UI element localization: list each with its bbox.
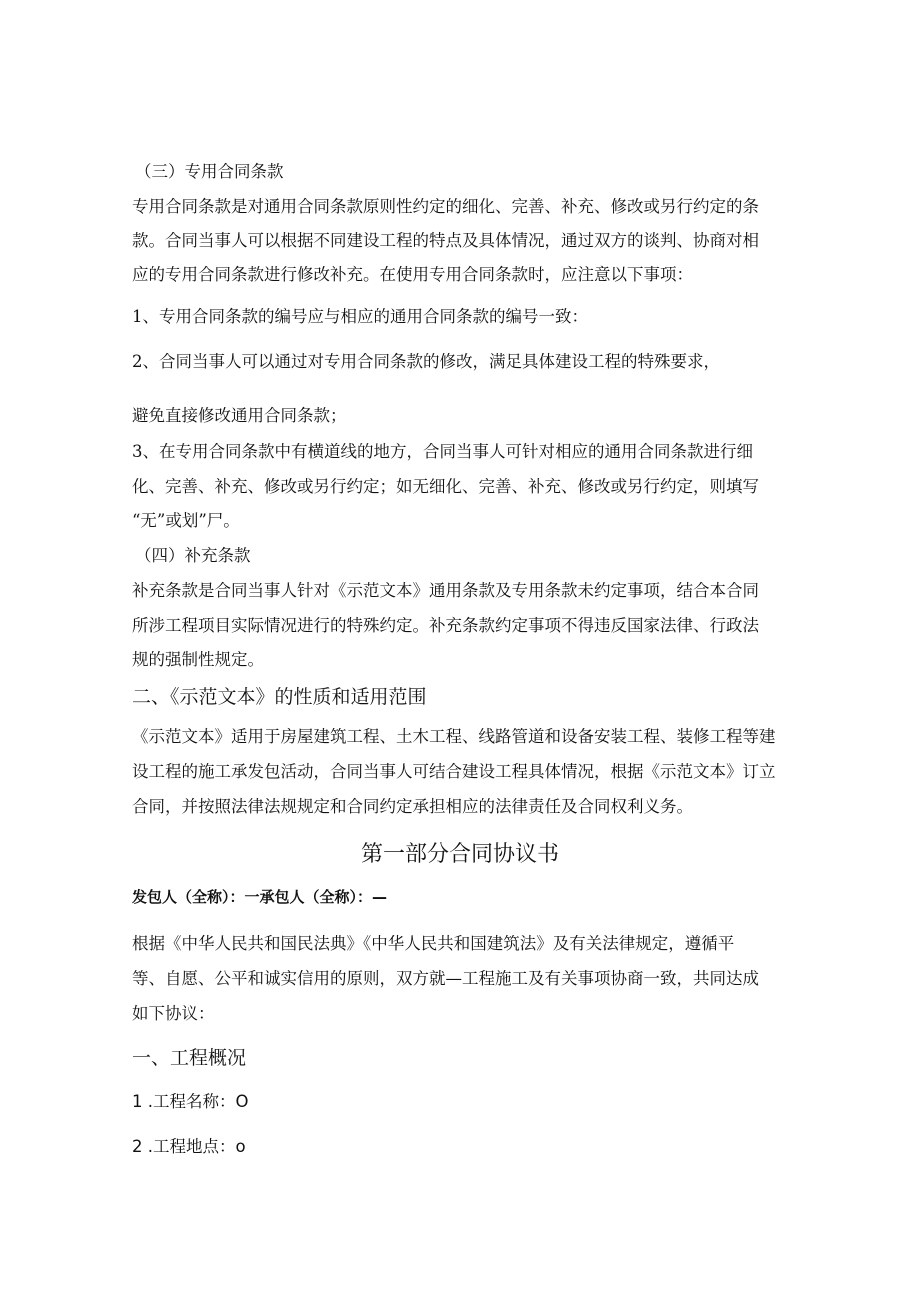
list-item: 1、专用合同条款的编号应与相应的通用合同条款的编号一致： [132, 307, 588, 326]
page-title: 第一部分合同协议书 [360, 842, 559, 867]
paragraph-line: 应的专用合同条款进行修改补充。在使用专用合同条款时，应注意以下事项： [132, 265, 693, 284]
list-item-line: 化、完善、补充、修改或另行约定；如无细化、完善、补充、修改或另行约定，则填写 [132, 477, 759, 496]
list-item: 3、在专用合同条款中有横道线的地方，合同当事人可针对相应的通用合同条款进行细 [132, 442, 753, 461]
section-heading-special-clauses: （三）专用合同条款 [135, 162, 284, 181]
list-item-continuation: 避免直接修改通用合同条款； [132, 406, 347, 425]
paragraph-line: 所涉工程项目实际情况进行的特殊约定。补充条款约定事项不得违反国家法律、行政法 [132, 616, 759, 635]
parties-line: 发包人（全称）：一承包人（全称）：— [132, 888, 388, 906]
section-heading-project-overview: 一、工程概况 [132, 1047, 247, 1069]
paragraph-line: 合同，并按照法律法规规定和合同约定承担相应的法律责任及合同权利义务。 [132, 797, 693, 816]
project-location-field: 2 .工程地点：o [132, 1137, 246, 1156]
paragraph-line: 规的强制性规定。 [132, 650, 264, 669]
list-item-line: “无”或划”尸。 [132, 511, 240, 530]
paragraph-line: 根据《中华人民共和国民法典》《中华人民共和国建筑法》及有关法律规定，遵循平 [132, 934, 735, 953]
project-name-field: 1 .工程名称：O [132, 1092, 249, 1111]
paragraph-line: 补充条款是合同当事人针对《示范文本》通用条款及专用条款未约定事项，结合本合同 [132, 581, 759, 600]
list-item: 2、合同当事人可以通过对专用合同条款的修改，满足具体建设工程的特殊要求， [132, 352, 720, 371]
section-heading-supplementary: （四）补充条款 [135, 546, 251, 565]
paragraph-line: 等、自愿、公平和诚实信用的原则，双方就—工程施工及有关事项协商一致，共同达成 [132, 969, 759, 988]
paragraph-line: 专用合同条款是对通用合同条款原则性约定的细化、完善、补充、修改或另行约定的条 [132, 197, 759, 216]
paragraph-line: 款。合同当事人可以根据不同建设工程的特点及具体情况，通过双方的谈判、协商对相 [132, 231, 759, 250]
paragraph-line: 《示范文本》适用于房屋建筑工程、土木工程、线路管道和设备安装工程、装修工程等建 [132, 727, 776, 746]
paragraph-line: 设工程的施工承发包活动，合同当事人可结合建设工程具体情况，根据《示范文本》订立 [132, 762, 776, 781]
paragraph-line: 如下协议： [132, 1004, 215, 1023]
section-heading-nature-scope: 二、《示范文本》的性质和适用范围 [132, 686, 427, 708]
